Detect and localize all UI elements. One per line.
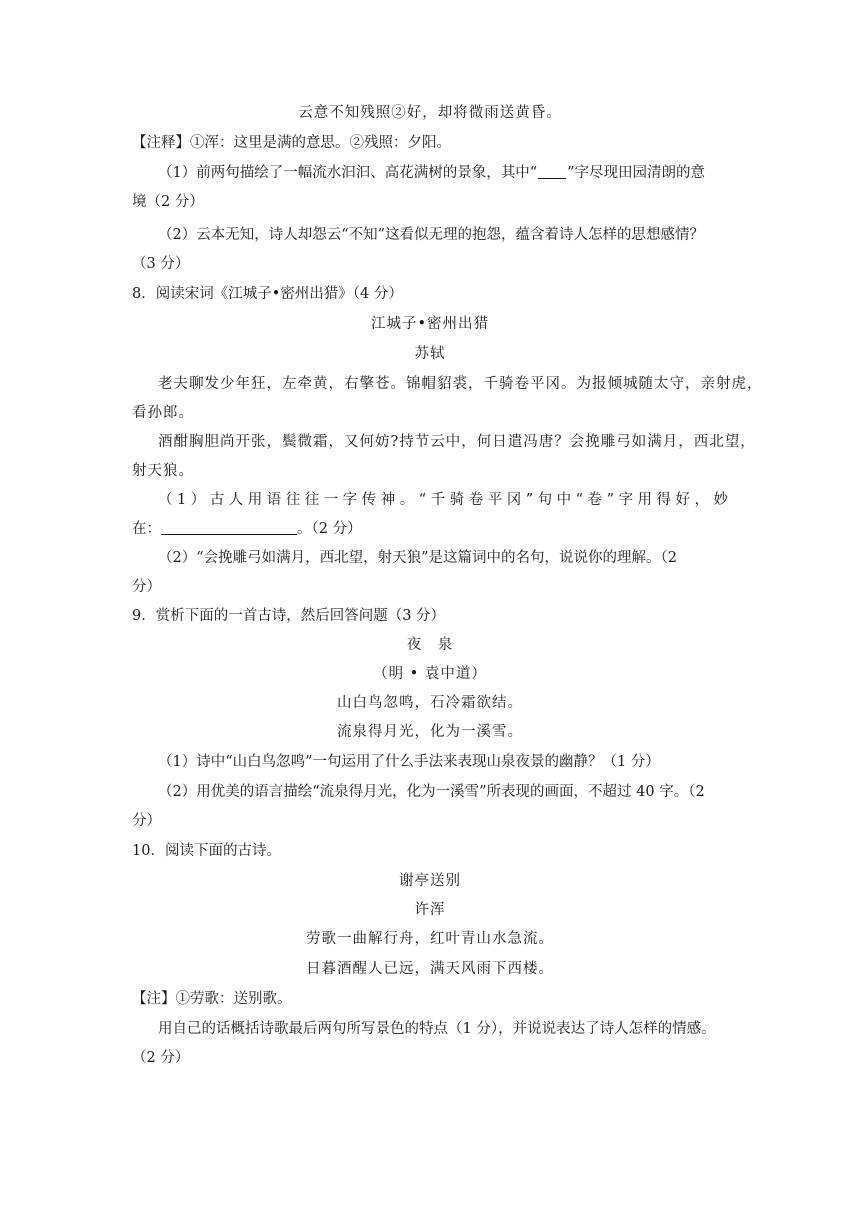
q8-paragraph-1: 老夫聊发少年狂，左牵黄，右擎苍。锦帽貂裘，千骑卷平冈。为报倾城随太守，亲射虎， xyxy=(158,376,763,392)
q8-sub1: （1）古人用语往往一字传神。“千骑卷平冈”句中“卷”字用得好，妙 xyxy=(158,492,728,508)
q10-note: 【注】①劳歌：送别歌。 xyxy=(132,991,292,1007)
q9-title: 夜 泉 xyxy=(406,637,454,653)
q8-sub2: （2）“会挽雕弓如满月，西北望，射天狼”是这篇词中的名句，说说你的理解。（2 xyxy=(158,550,678,566)
q8-heading: 8．阅读宋词《江城子•密州出猎》（4 分） xyxy=(132,286,403,302)
q9-poem-line-1: 山白鸟忽鸣，石冷霜欲结。 xyxy=(337,695,523,711)
q8-paragraph-2: 酒酣胸胆尚开张，鬓微霜，又何妨?持节云中，何日遣冯唐？会挽雕弓如满月，西北望， xyxy=(158,434,756,450)
q9-heading: 9．赏析下面的一首古诗，然后回答问题（3 分） xyxy=(132,608,446,624)
q10-title: 谢亭送别 xyxy=(399,873,461,889)
q10-question: 用自己的话概括诗歌最后两句所写景色的特点（1 分），并说说表达了诗人怎样的情感。 xyxy=(158,1021,716,1037)
q8-sub1-points: 。（2 分） xyxy=(297,521,362,537)
q8-paragraph-1-continuation: 看孙郎。 xyxy=(132,405,194,421)
q8-sub1-answer-line xyxy=(132,519,362,539)
q7-sub1-text-pre: （1）前两句描绘了一幅流水汩汩、高花满树的景象，其中“ xyxy=(158,165,538,181)
q10-poem-line-1: 劳歌一曲解行舟，红叶青山水急流。 xyxy=(306,931,554,947)
q9-poem-line-2: 流泉得月光，化为一溪雪。 xyxy=(337,724,523,740)
q8-sub1-label: 在： xyxy=(132,521,161,537)
q7-sub1 xyxy=(158,163,705,183)
q7-poem-last-line: 云意不知残照②好，却将微雨送黄昏。 xyxy=(298,105,562,121)
q10-author: 许浑 xyxy=(414,902,446,918)
q7-sub1-blank[interactable] xyxy=(538,164,566,179)
q10-poem-line-2: 日暮酒醒人已远，满天风雨下西楼。 xyxy=(306,961,554,977)
q8-sub1-blank[interactable] xyxy=(161,520,297,535)
q8-paragraph-2-continuation: 射天狼。 xyxy=(132,463,194,479)
q7-sub2-continuation: （3 分） xyxy=(132,256,190,272)
q9-sub1: （1）诗中“山白鸟忽鸣”一句运用了什么手法来表现山泉夜景的幽静？（1 分） xyxy=(158,754,660,770)
q7-sub1-continuation: 境（2 分） xyxy=(132,194,204,210)
q10-question-continuation: （2 分） xyxy=(132,1050,190,1066)
q8-title: 江城子•密州出猎 xyxy=(370,316,490,332)
q9-sub2: （2）用优美的语言描绘“流泉得月光，化为一溪雪”所表现的画面，不超过 40 字。（2 xyxy=(158,784,705,800)
q7-sub1-text-post: ”字尽现田园清朗的意 xyxy=(567,165,706,181)
q9-sub2-continuation: 分） xyxy=(132,813,161,829)
q8-author: 苏轼 xyxy=(414,346,446,362)
q10-heading: 10．阅读下面的古诗。 xyxy=(132,843,281,859)
q7-sub2: （2）云本无知，诗人却怨云“不知”这看似无理的抱怨，蕴含着诗人怎样的思想感情？ xyxy=(158,227,705,243)
q8-sub2-continuation: 分） xyxy=(132,579,161,595)
q9-author: （明 • 袁中道） xyxy=(373,666,487,682)
q7-note: 【注释】①浑：这里是满的意思。②残照：夕阳。 xyxy=(132,135,451,151)
